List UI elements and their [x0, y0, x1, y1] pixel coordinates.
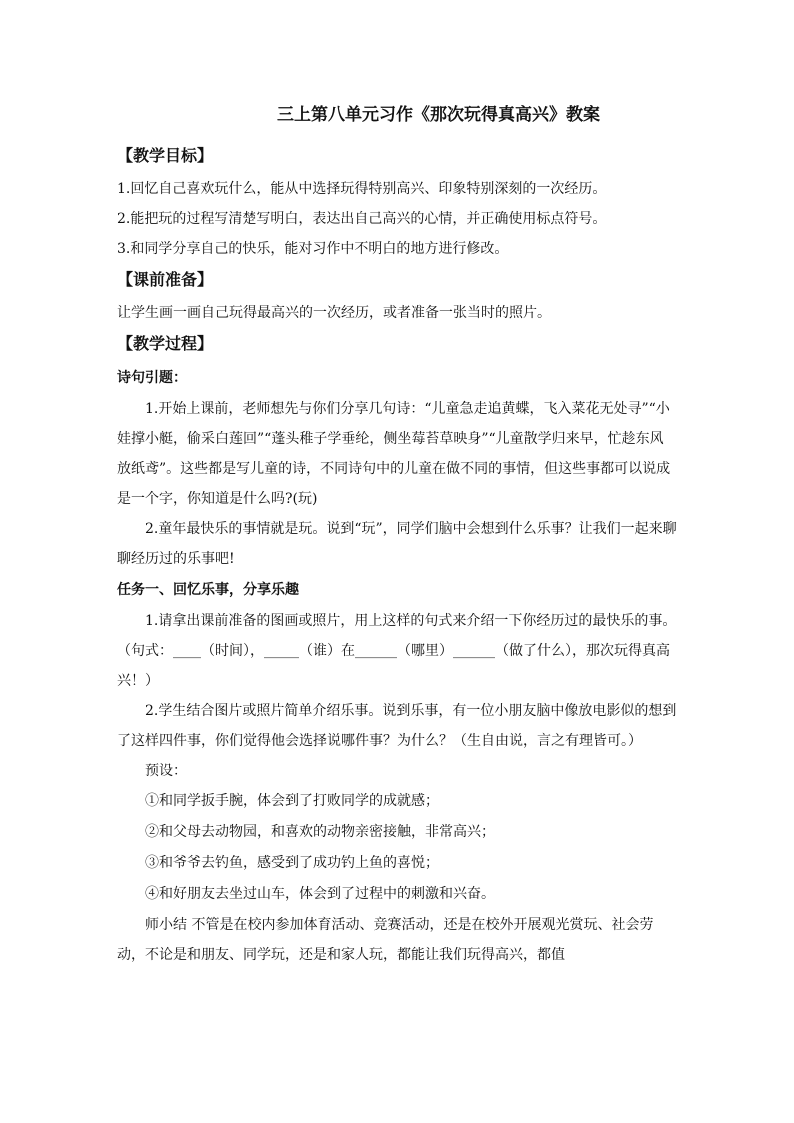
- preset-item-1: ①和同学扳手腕，体会到了打败同学的成就感；: [145, 793, 439, 809]
- goal-item-1: 1.回忆自己喜欢玩什么，能从中选择玩得特别高兴、印象特别深刻的一次经历。: [117, 181, 607, 197]
- prep-text: 让学生画一画自己玩得最高兴的一次经历，或者准备一张当时的照片。: [117, 305, 551, 321]
- task1-paragraph-1: 1.请拿出课前准备的图画或照片，用上这样的句式来介绍一下你经历过的最快乐的事。（句式：____（时间），_____（谁）在______（哪里）______（做了什么），那次玩得真高兴！）: [117, 613, 677, 689]
- intro-heading: 诗句引题：: [117, 370, 187, 386]
- document-title: 三上第八单元习作《那次玩得真高兴》教案: [277, 105, 600, 125]
- goal-item-2: 2.能把玩的过程写清楚写明白，表达出自己高兴的心情，并正确使用标点符号。: [117, 211, 607, 227]
- document-content: [117, 102, 677, 970]
- goals-heading: 【教学目标】: [117, 146, 214, 165]
- preset-label: 预设：: [145, 763, 187, 779]
- intro-paragraph-2: 2.童年最快乐的事情就是玩。说到“玩”，同学们脑中会想到什么乐事？让我们一起来聊聊经历过的乐事吧!: [117, 521, 677, 567]
- preset-item-3: ③和爷爷去钓鱼，感受到了成功钓上鱼的喜悦；: [145, 855, 439, 871]
- goal-item-3: 3.和同学分享自己的快乐，能对习作中不明白的地方进行修改。: [117, 241, 509, 257]
- preset-list: [117, 786, 677, 910]
- preset-item-2: ②和父母去动物园，和喜欢的动物亲密接触，非常高兴；: [145, 824, 495, 840]
- preset-item-4: ④和好朋友去坐过山车，体会到了过程中的刺激和兴奋。: [145, 886, 495, 902]
- intro-paragraph-1: 1.开始上课前，老师想先与你们分享几句诗：“儿童急走追黄蝶，飞入菜花无处寻”“小娃撑小艇，偷采白莲回”“蓬头稚子学垂纶，侧坐莓苔草映身”“儿童散学归来早，忙趁东风放纸鸢”。这些都是写儿童的诗，不同诗句中的儿童在做不同的事情，但这些事都可以说成是一个字，你知道是什么吗?(玩): [117, 401, 671, 507]
- process-heading: 【教学过程】: [117, 334, 214, 353]
- prep-heading: 【课前准备】: [117, 270, 214, 289]
- summary-paragraph: 师小结 不管是在校内参加体育活动、竞赛活动，还是在校外开展观光赏玩、社会劳动，不论是和朋友、同学玩，还是和家人玩，都能让我们玩得高兴，都值: [117, 917, 654, 963]
- task1-paragraph-2: 2.学生结合图片或照片简单介绍乐事。说到乐事，有一位小朋友脑中像放电影似的想到了这样四件事，你们觉得他会选择说哪件事？为什么？（生自由说，言之有理皆可。）: [117, 703, 677, 749]
- task1-heading: 任务一、回忆乐事，分享乐趣: [117, 582, 299, 598]
